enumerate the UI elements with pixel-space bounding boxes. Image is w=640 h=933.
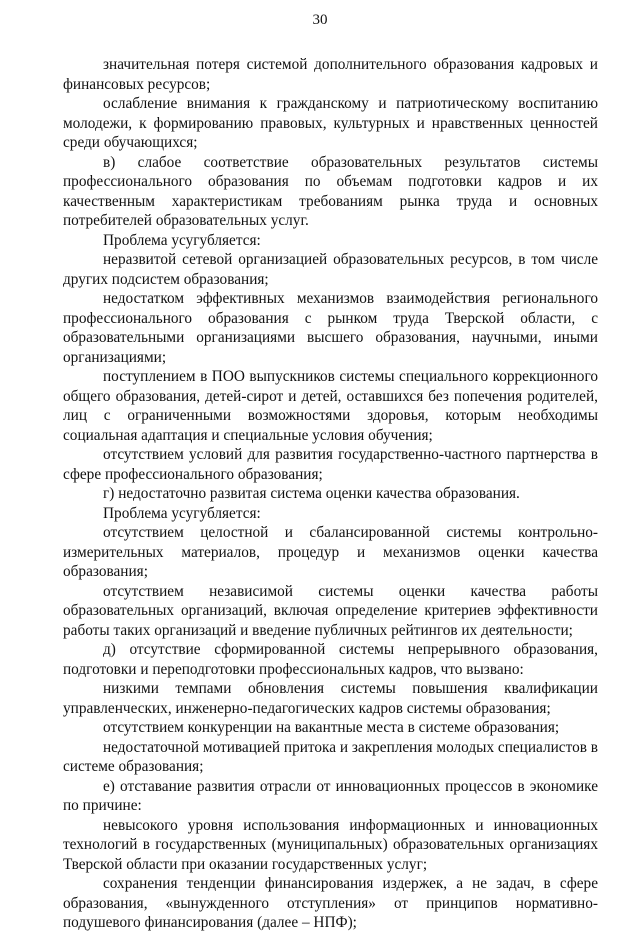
paragraph: е) отставание развития отрасли от инновационных процессов в экономике по причине:: [63, 777, 598, 814]
paragraph: д) отсутствие сформированной системы непрерывного образования, подготовки и переподготовки профессиональных кадров, что вызвано:: [63, 641, 598, 678]
paragraph: в) слабое соответствие образовательных результатов системы профессионального образования по объемам подготовки кадров и их качественным характеристикам требованиям рынка труда и основных потребителей образовательных услуг.: [63, 153, 598, 229]
paragraph: сохранения тенденции финансирования издержек, а не задач, в сфере образования, «вынужденного отступления» от принципов нормативно-подушевого финансирования (далее – НПФ);: [63, 875, 598, 931]
paragraph: низкими темпами обновления системы повышения квалификации управленческих, инженерно-педагогических кадров системы образования;: [63, 680, 598, 717]
paragraph: отсутствием условий для развития государственно-частного партнерства в сфере профессионального образования;: [63, 446, 598, 483]
paragraph: поступлением в ПОО выпускников системы специального коррекционного общего образования, детей-сирот и детей, оставшихся без попечения родителей, лиц с ограниченными возможностями здоровья, которым необходимы социальная адаптация и специальные условия обучения;: [63, 368, 598, 444]
paragraph: отсутствием конкуренции на вакантные места в системе образования;: [103, 719, 560, 736]
paragraph: недостаточной мотивацией притока и закрепления молодых специалистов в системе образования;: [63, 738, 598, 775]
paragraph: неразвитой сетевой организацией образовательных ресурсов, в том числе других подсистем образования;: [63, 251, 598, 288]
paragraph: невысокого уровня использования информационных и инновационных технологий в государственных (муниципальных) образовательных организациях Тверской области при оказании государственных услуг;: [63, 816, 598, 873]
paragraph: ослабление внимания к гражданскому и патриотическому воспитанию молодежи, к формированию правовых, культурных и нравственных ценностей среди обучающихся;: [63, 95, 598, 151]
paragraph: недостатком эффективных механизмов взаимодействия регионального профессионального образования с рынком труда Тверской области, с образовательными организациями высшего образования, научными, иными организациями;: [63, 290, 598, 366]
paragraph: г) недостаточно развитая система оценки качества образования.: [103, 485, 520, 502]
document-body: [63, 55, 598, 933]
paragraph: отсутствием целостной и сбалансированной системы контрольно-измерительных материалов, процедур и механизмов оценки качества образования;: [63, 524, 598, 580]
paragraph: значительная потеря системой дополнительного образования кадровых и финансовых ресурсов;: [63, 56, 598, 93]
page-number: 30: [312, 12, 328, 28]
paragraph: Проблема усугубляется:: [103, 504, 261, 522]
paragraph: Проблема усугубляется:: [103, 231, 261, 249]
paragraph: отсутствием независимой системы оценки качества работы образовательных организаций, включая определение критериев эффективности работы таких организаций и введение публичных рейтингов их деятельности;: [63, 582, 598, 639]
